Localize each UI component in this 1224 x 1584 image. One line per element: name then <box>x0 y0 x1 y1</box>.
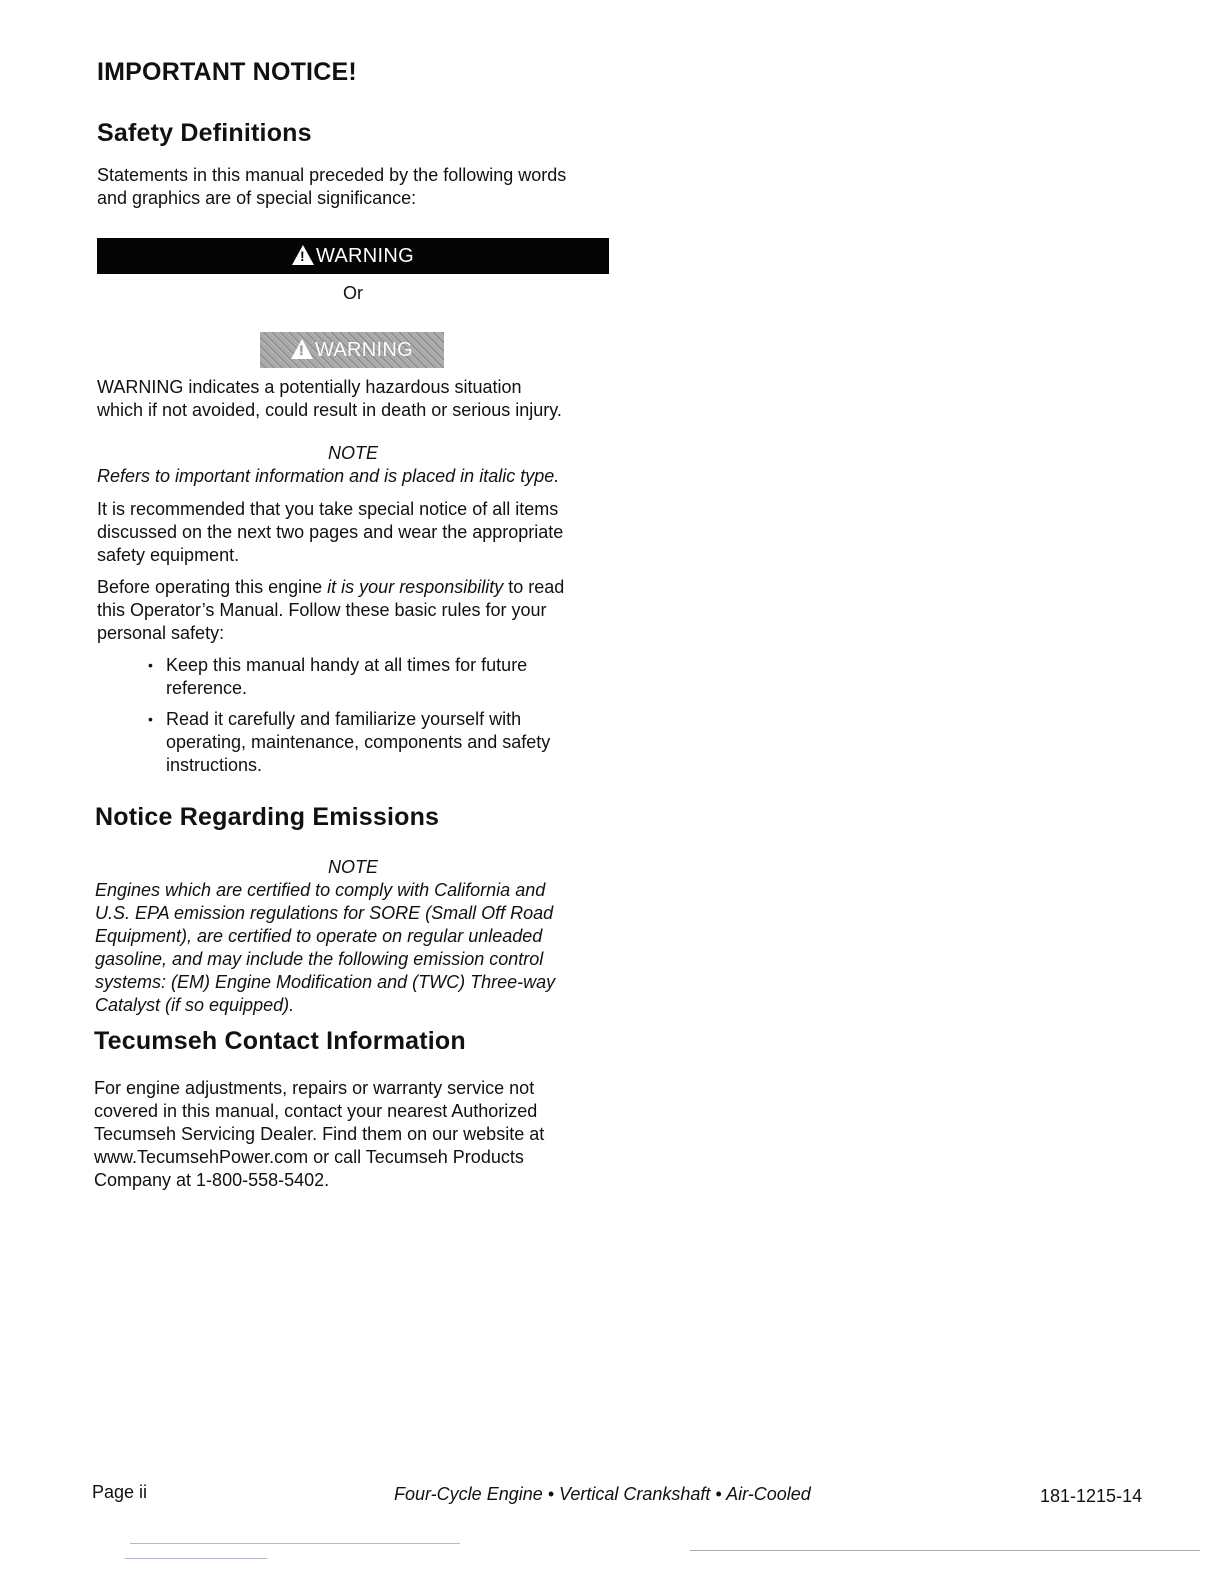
warning-banner-label: WARNING <box>315 244 415 267</box>
before-operating-paragraph <box>97 576 564 645</box>
emissions-note-line: gasoline, and may include the following emission control <box>95 949 544 969</box>
note-text: Refers to important information and is placed in italic type. <box>97 466 560 486</box>
note-label: NOTE <box>327 443 378 463</box>
list-item-line: instructions. <box>166 755 263 775</box>
before-operating-line-1 <box>97 576 564 599</box>
emissions-note-label: NOTE <box>327 857 378 877</box>
recommend-line-2: discussed on the next two pages and wear the appropriate <box>97 522 564 542</box>
before-operating-post: to read <box>503 577 565 597</box>
emissions-note-line: systems: (EM) Engine Modification and (TWC) Three-way <box>95 972 556 992</box>
safety-intro-line-1: Statements in this manual preceded by the following words <box>97 165 567 185</box>
emissions-note-text <box>95 879 555 1017</box>
recommend-paragraph <box>97 498 563 567</box>
contact-line: www.TecumsehPower.com or call Tecumseh Products <box>94 1147 524 1167</box>
warning-desc-line-2: which if not avoided, could result in death or serious injury. <box>97 400 562 420</box>
recommend-line-1: It is recommended that you take special notice of all items <box>97 499 559 519</box>
list-item-line: operating, maintenance, components and safety <box>166 732 551 752</box>
safety-rules-list <box>146 654 606 785</box>
contact-line: Company at 1-800-558-5402. <box>94 1170 330 1190</box>
recommend-line-3: safety equipment. <box>97 545 240 565</box>
contact-line: covered in this manual, contact your nearest Authorized <box>94 1101 538 1121</box>
warning-banner-black <box>97 238 609 274</box>
list-item <box>146 708 606 777</box>
before-operating-line-3: personal safety: <box>97 623 225 643</box>
emissions-note-line: Equipment), are certified to operate on regular unleaded <box>95 926 543 946</box>
list-item-line: • Read it carefully and familiarize yourself with <box>166 709 522 729</box>
contact-line: For engine adjustments, repairs or warranty service not <box>94 1078 535 1098</box>
emissions-heading: Notice Regarding Emissions <box>95 803 440 831</box>
scan-artifact-line <box>125 1558 267 1559</box>
footer-page-number: Page ii <box>92 1482 148 1502</box>
before-operating-pre: Before operating this engine <box>97 577 328 597</box>
warning-description <box>97 376 562 422</box>
or-text: Or <box>343 283 363 303</box>
list-item <box>146 654 606 700</box>
contact-paragraph <box>94 1077 544 1192</box>
page-heading: IMPORTANT NOTICE! <box>97 58 357 86</box>
emissions-note-line: Catalyst (if so equipped). <box>95 995 295 1015</box>
before-operating-emph: it is your responsibility <box>327 577 504 597</box>
contact-heading: Tecumseh Contact Information <box>94 1027 466 1055</box>
safety-definitions-heading: Safety Definitions <box>97 119 312 147</box>
footer-title: Four-Cycle Engine • Vertical Crankshaft • Air-Cooled <box>394 1484 811 1504</box>
safety-intro-line-2: and graphics are of special significance: <box>97 188 417 208</box>
contact-line: Tecumseh Servicing Dealer. Find them on our website at <box>94 1124 545 1144</box>
warning-banner-gray-label: WARNING <box>314 338 414 361</box>
emissions-note-line: U.S. EPA emission regulations for SORE (Small Off Road <box>95 903 554 923</box>
safety-intro <box>97 164 566 210</box>
warning-triangle-icon <box>291 339 313 359</box>
warning-triangle-icon <box>292 245 314 265</box>
scan-artifact-line <box>690 1550 1200 1551</box>
list-item-line: reference. <box>166 678 248 698</box>
scan-artifact-line <box>130 1543 460 1544</box>
warning-banner-gray <box>260 332 444 368</box>
emissions-note-line: Engines which are certified to comply with California and <box>95 880 546 900</box>
warning-desc-line-1: WARNING indicates a potentially hazardous situation <box>97 377 522 397</box>
before-operating-line-2: this Operator’s Manual. Follow these basic rules for your <box>97 600 547 620</box>
footer-doc-number: 181-1215-14 <box>1040 1486 1143 1506</box>
list-item-line: • Keep this manual handy at all times for future <box>166 655 528 675</box>
